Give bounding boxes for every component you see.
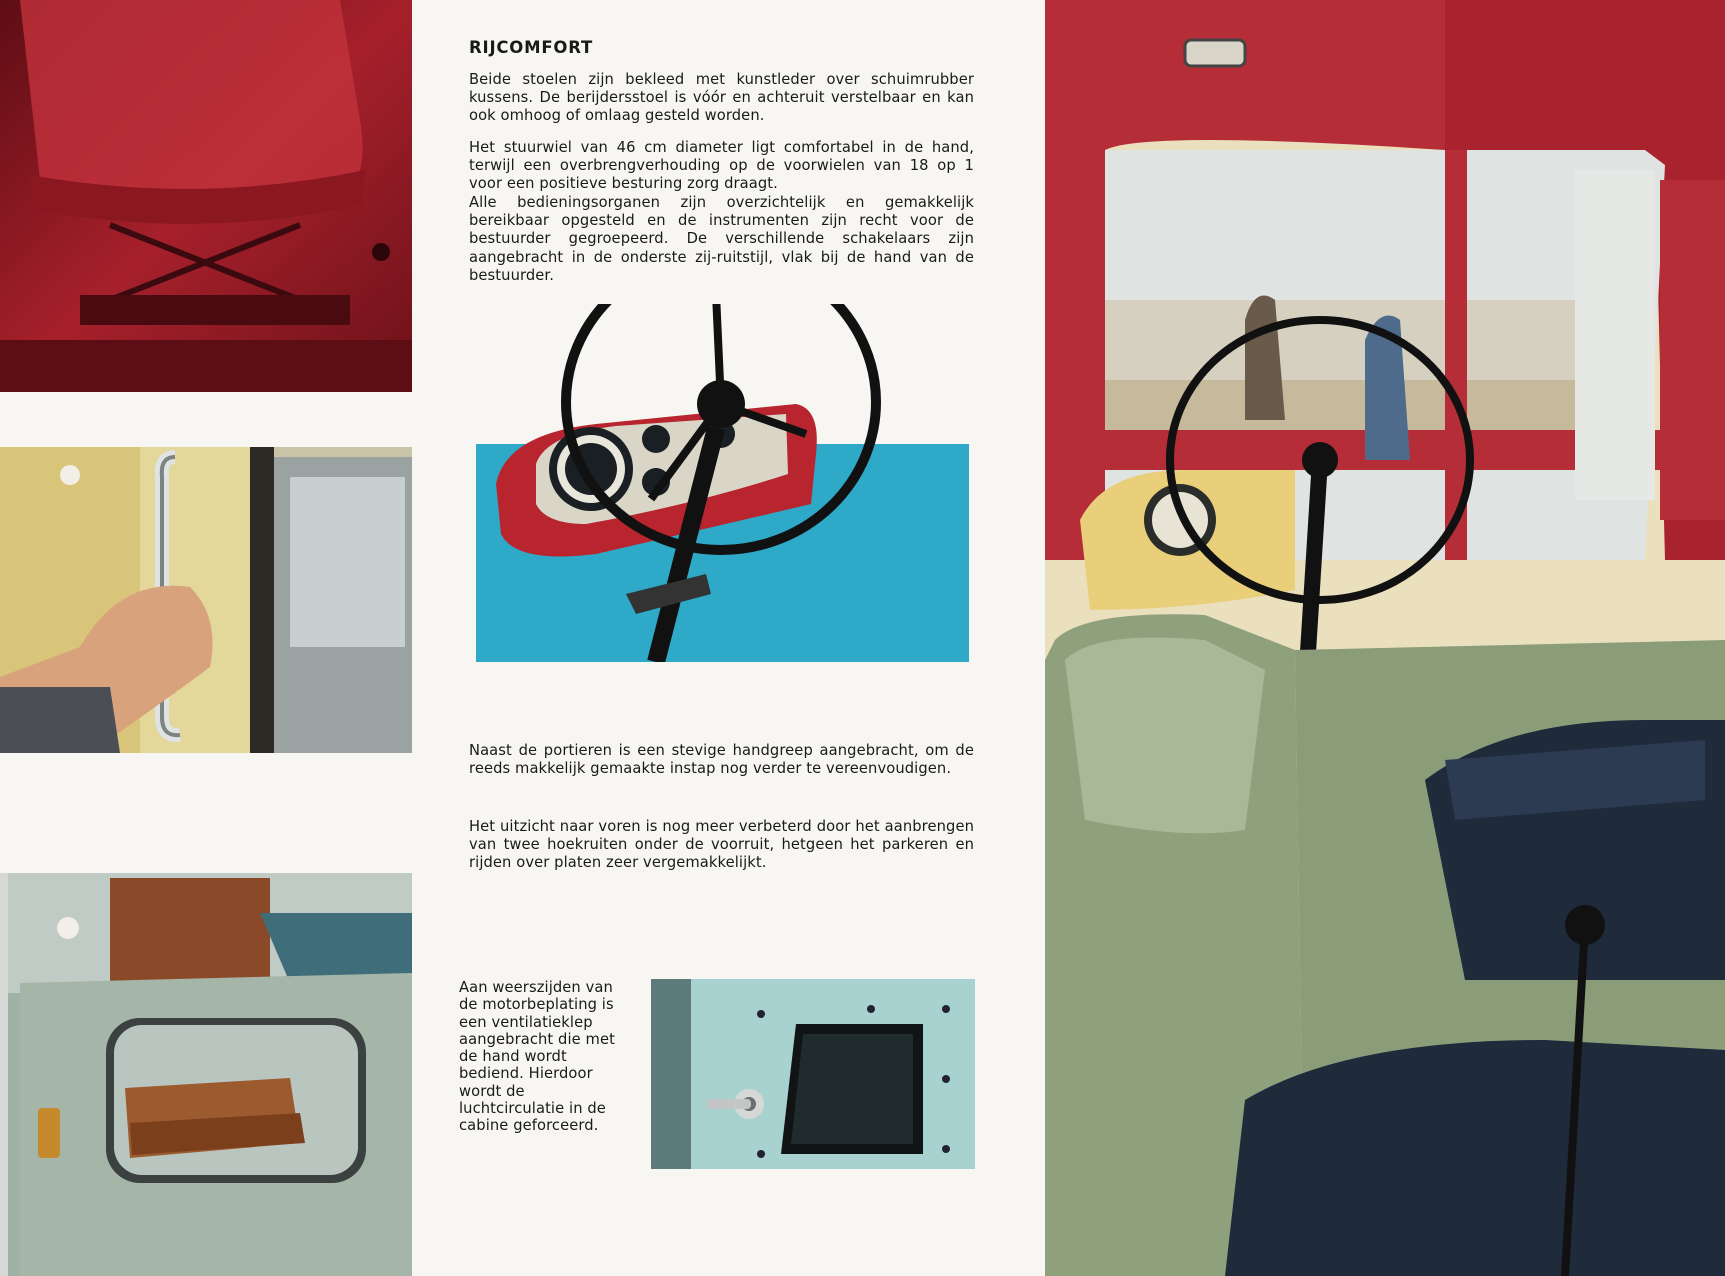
ventilation-flap-photo <box>651 979 975 1169</box>
seats-paragraph: Beide stoelen zijn bekleed met kunstleder over schuimrubber kussens. De berijdersstoel is vóór en achteruit verstelbaar en kan ook omhoog of omlaag gesteld worden. <box>469 71 974 125</box>
cabin-interior-illustration <box>1045 0 1725 1276</box>
door-handle-photo <box>0 447 412 753</box>
section-title: RIJCOMFORT <box>469 38 594 57</box>
seat-adjustment-photo <box>0 0 412 392</box>
dashboard-steering-wheel-photo <box>476 444 969 662</box>
vent-paragraph: Aan weerszijden van de motorbeplating is een ventilatieklep aangebracht die met de hand wordt bediend. Hierdoor wordt de luchtcirculatie in de cabine geforceerd. <box>459 979 615 1135</box>
controls-paragraph: Alle bedieningsorganen zijn overzichtelijk en gemakkelijk bereikbaar opgesteld en de instrumenten zijn recht voor de bestuurder gegroepeerd. De verschillende schakelaars zijn aangebracht in de onderste zij-ruitstijl, vlak bij de hand van de bestuurder. <box>469 194 974 284</box>
view-paragraph: Het uitzicht naar voren is nog meer verbeterd door het aanbrengen van twee hoekruiten onder de voorruit, hetgeen het parkeren en rijden over platen zeer vergemakkelijkt. <box>469 818 974 872</box>
corner-window-photo <box>0 873 412 1276</box>
steering-paragraph: Het stuurwiel van 46 cm diameter ligt comfortabel in de hand, terwijl een overbrengverhouding op de voorwielen van 18 op 1 voor een positieve besturing zorg draagt. <box>469 139 974 193</box>
handle-paragraph: Naast de portieren is een stevige handgreep aangebracht, om de reeds makkelijk gemaakte instap nog verder te vereenvoudigen. <box>469 742 974 778</box>
